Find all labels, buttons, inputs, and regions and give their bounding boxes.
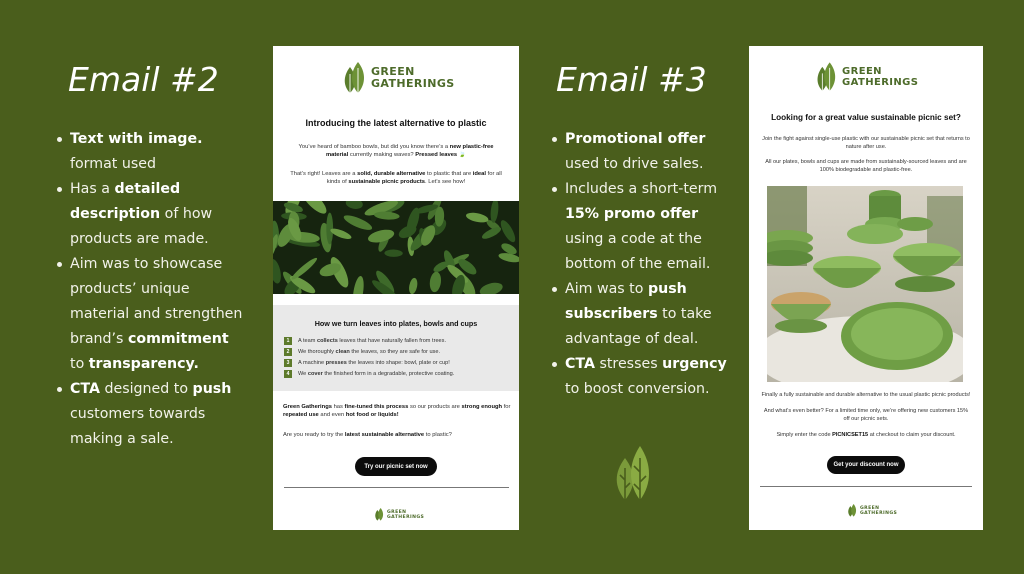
email2-title: Introducing the latest alternative to plastic: [305, 118, 487, 128]
email3-finally-paragraph: [757, 392, 975, 400]
bold-text: solid, durable alternative: [357, 171, 426, 177]
step-number: 2: [284, 348, 292, 356]
bold-text: urgency: [662, 356, 727, 372]
text-run: stresses: [594, 356, 663, 372]
bold-text: fine-tuned this process: [344, 404, 409, 410]
text-run: We: [298, 370, 308, 377]
leaf-logo-icon: [374, 508, 384, 521]
text-run: Join the fight against single-use plastic with our sustainable picnic set that returns to nature after use.: [762, 136, 970, 150]
text-run: Simply enter the code: [776, 432, 833, 438]
bullet-item: [57, 127, 247, 177]
text-run: leaves that have naturally fallen from trees.: [337, 337, 447, 344]
footer-logo-line2: GATHERINGS: [860, 510, 898, 516]
step-text: [298, 371, 454, 377]
footer-logo-line2: GATHERINGS: [387, 514, 425, 520]
logo-text-line2: GATHERINGS: [842, 77, 919, 88]
step-item: [284, 335, 512, 346]
step-item: [284, 357, 512, 368]
bullet-item: [57, 177, 247, 252]
text-run: . Let’s see how!: [425, 179, 466, 185]
text-run: That’s right! Leaves are a: [290, 171, 358, 177]
bold-text: Pressed leaves: [415, 152, 458, 158]
bold-text: cover: [307, 370, 323, 377]
text-run: Includes a short-term: [565, 181, 718, 197]
bold-text: collects: [316, 337, 338, 344]
email3-title: Looking for a great value sustainable picnic set?: [771, 113, 961, 122]
bold-text: Text with image.: [70, 131, 203, 147]
bullet-item: [57, 377, 247, 452]
text-run: We thoroughly: [298, 348, 336, 355]
email3-intro-paragraph: [761, 136, 971, 151]
email2-divider: [284, 487, 509, 488]
step-item: [284, 346, 512, 357]
step-item: [284, 368, 512, 379]
bold-text: 15% promo offer: [565, 206, 699, 222]
text-run: the finished form in a degradable, protective coating.: [322, 370, 455, 377]
bold-text: Green Gatherings: [283, 404, 332, 410]
step-text: [298, 360, 450, 366]
email3-materials-paragraph: [761, 159, 971, 174]
text-run: using a code at the bottom of the email.: [565, 231, 711, 272]
text-run: Has a: [70, 181, 115, 197]
text-run: 🍃: [457, 152, 466, 158]
email3-offer-paragraph: [761, 408, 971, 423]
email3-heading: Email #3: [556, 60, 707, 99]
bold-text: CTA: [70, 381, 100, 397]
text-run: used to drive sales.: [565, 156, 704, 172]
text-run: Aim was to showcase products’ unique material and strengthen brand’s: [70, 256, 243, 347]
text-run: at checkout to claim your discount.: [868, 432, 956, 438]
bold-text: ideal: [472, 171, 486, 177]
text-run: to: [70, 356, 89, 372]
text-run: Are you ready to try the: [283, 432, 345, 438]
bullet-item: [552, 127, 732, 177]
email2-leaves-paragraph: [287, 170, 505, 186]
step-number: 3: [284, 359, 292, 367]
text-run: A team: [298, 337, 317, 344]
email2-steps-list: [284, 335, 512, 379]
text-run: and even: [318, 412, 346, 418]
bold-text: detailed description: [70, 181, 181, 222]
step-number: 1: [284, 337, 292, 345]
bold-text: PICNICSET15: [832, 432, 869, 438]
email3-divider: [760, 486, 972, 487]
text-run: to plastic?: [424, 432, 452, 438]
bold-text: new plastic-free material: [326, 144, 494, 158]
email2-cta-button[interactable]: Try our picnic set now: [355, 457, 437, 476]
bold-text: presses: [325, 359, 347, 366]
email2-intro-paragraph: [289, 143, 503, 159]
bold-text: latest sustainable alternative: [344, 432, 425, 438]
email3-preview-card: [749, 46, 983, 530]
text-run: has: [331, 404, 345, 410]
text-run: so our products are: [408, 404, 462, 410]
logo-text-line1: GREEN: [842, 65, 882, 77]
bold-text: transparency.: [88, 356, 199, 372]
bold-text: repeated use: [283, 412, 319, 418]
text-run: currently making waves?: [348, 152, 416, 158]
text-run: the leaves into shape: bowl, plate or cup!: [346, 359, 450, 366]
bold-text: hot food or liquids!: [345, 412, 399, 418]
bold-text: sustainable picnic products: [348, 179, 426, 185]
picnic-set-photo: [767, 186, 963, 382]
text-run: to take advantage of deal.: [565, 306, 712, 347]
text-run: for: [502, 404, 511, 410]
text-run: to boost conversion.: [565, 381, 710, 397]
email3-code-paragraph: [757, 432, 975, 440]
bold-text: push: [192, 381, 232, 397]
text-run: for all kinds of: [326, 171, 502, 185]
text-run: designed to: [99, 381, 193, 397]
email2-process-paragraph: [283, 403, 511, 419]
bold-text: clean: [335, 348, 350, 355]
bold-text: CTA: [565, 356, 595, 372]
footer-logo-line1: GREEN: [860, 505, 880, 511]
leaf-logo-icon: [815, 62, 837, 92]
text-run: You’ve heard of bamboo bowls, but did you know there’s a: [298, 144, 450, 150]
email2-heading: Email #2: [68, 60, 219, 99]
email2-bullet-list: [57, 127, 247, 452]
leaf-logo-icon: [847, 504, 857, 517]
text-run: All our plates, bowls and cups are made from sustainably-sourced leaves and are 100% biodegradable and plastic-free.: [765, 159, 967, 173]
email3-cta-button[interactable]: Get your discount now: [827, 456, 905, 474]
logo-text-line2: GATHERINGS: [371, 77, 455, 90]
step-number: 4: [284, 370, 292, 378]
email2-preview-card: [273, 46, 519, 530]
text-run: Finally a fully sustainable and durable alternative to the usual plastic picnic products!: [761, 392, 971, 398]
bullet-item: [57, 252, 247, 377]
bullet-item: [552, 177, 732, 277]
email2-question-paragraph: [283, 431, 511, 439]
center-leaves-icon: [612, 444, 656, 502]
email2-steps-title: How we turn leaves into plates, bowls and cups: [314, 319, 478, 328]
email2-logo: [342, 62, 455, 94]
bold-text: push subscribers: [565, 281, 687, 322]
step-text: [298, 338, 446, 344]
text-run: to plastic that are: [425, 171, 473, 177]
text-run: customers towards making a sale.: [70, 406, 206, 447]
bold-text: commitment: [127, 331, 229, 347]
bullet-item: [552, 352, 732, 402]
leaf-logo-icon: [342, 62, 366, 94]
logo-text-line1: GREEN: [371, 65, 415, 78]
email3-logo: [815, 62, 918, 92]
bullet-item: [552, 277, 732, 352]
email2-footer-logo: [374, 508, 424, 521]
text-run: the leaves, so they are safe for use.: [349, 348, 441, 355]
footer-logo-line1: GREEN: [387, 509, 407, 515]
step-text: [298, 349, 440, 355]
leaf-shape: [326, 213, 333, 245]
text-run: format used: [70, 156, 156, 172]
text-run: of how products are made.: [70, 206, 213, 247]
email3-bullet-list: [552, 127, 732, 402]
text-run: Aim was to: [565, 281, 648, 297]
bold-text: Promotional offer: [565, 131, 706, 147]
leaves-photo: [273, 201, 519, 294]
bold-text: strong enough: [461, 404, 503, 410]
text-run: A machine: [298, 359, 326, 366]
email3-footer-logo: [847, 504, 897, 517]
text-run: And what’s even better? For a limited time only, we’re offering new customers 15% off our picnic sets.: [763, 408, 969, 422]
